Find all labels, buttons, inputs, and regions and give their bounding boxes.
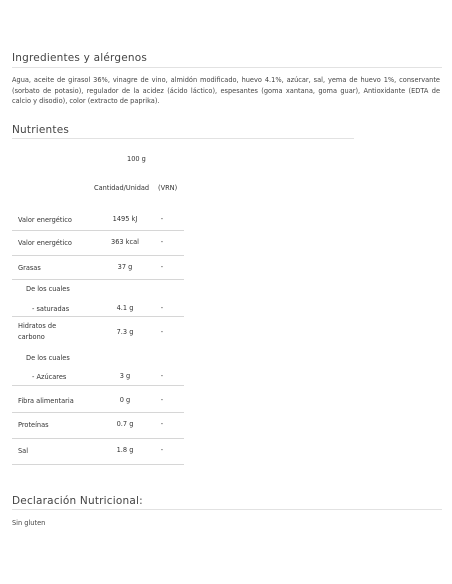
table-row [12,230,184,256]
row-label: Hidratos de carbono [18,322,57,341]
row-value: 363 kcal [111,238,139,246]
row-vrn: - [160,446,164,454]
row-vrn: - [160,328,164,336]
row-divider [12,464,184,465]
row-value: 7.3 g [116,328,134,336]
row-vrn: - [160,238,164,246]
nutrients-divider [12,138,354,139]
header-vrn: (VRN) [158,184,178,192]
table-row [12,348,184,368]
table-row [12,385,184,411]
ingredients-title: Ingredientes y alérgenos [12,52,148,64]
row-label: De los cuales [26,285,70,293]
nutrients-title: Nutrientes [12,124,70,136]
row-label: - Azúcares [32,373,67,381]
table-row [12,255,184,281]
row-value: 1495 kJ [112,215,138,223]
ingredients-text: Agua, aceite de girasol 36%, vinagre de vino, almidón modificado, huevo 4.1%, azúcar, sal, yema de huevo 1%, conservante (sorbato de potasio), regulador de la acidez (ácido láctico), espesantes (goma xantana, goma guar), Antioxidante (EDTA de calcio y disodio), color (extracto de paprika). [12,76,440,106]
table-row [12,316,184,350]
row-label: Fibra alimentaria [18,397,74,405]
row-label: Proteínas [18,421,49,429]
row-value: 37 g [117,263,133,271]
row-label: De los cuales [26,354,70,362]
row-value: 3 g [119,372,131,380]
row-label: Sal [18,447,29,455]
row-vrn: - [160,215,164,223]
ingredients-divider [12,67,442,68]
row-vrn: - [160,263,164,271]
table-row [12,412,184,436]
row-value: 0.7 g [116,420,134,428]
row-vrn: - [160,396,164,404]
row-label: - saturadas [32,305,70,313]
row-label: Valor energético [18,216,72,224]
table-row [12,279,184,299]
header-portion: 100 g [127,155,146,163]
header-quantity: Cantidad/Unidad [94,184,150,192]
row-vrn: - [160,420,164,428]
row-value: 0 g [119,396,131,404]
declaration-divider [12,509,442,510]
row-value: 4.1 g [116,304,134,312]
row-vrn: - [160,304,164,312]
row-label: Grasas [18,264,41,272]
declaration-title: Declaración Nutricional: [12,495,143,507]
declaration-text: Sin gluten [12,519,46,527]
row-vrn: - [160,372,164,380]
row-label: Valor energético [18,239,72,247]
table-row [12,438,184,464]
row-value: 1.8 g [116,446,134,454]
